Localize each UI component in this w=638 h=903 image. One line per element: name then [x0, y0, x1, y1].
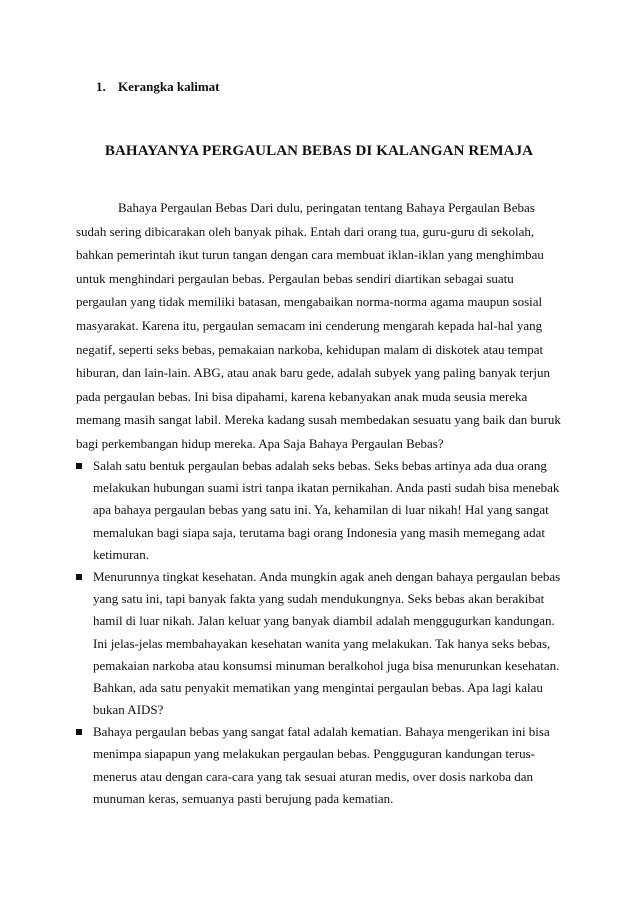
- paragraph-line: bagi perkembangan hidup mereka. Apa Saja Bahaya Pergaulan Bebas?: [76, 435, 444, 451]
- list-item-line: menimpa siapapun yang melakukan pergaulan bebas. Pengguguran kandungan terus-: [93, 746, 535, 762]
- list-item-line: ketimuran.: [93, 546, 149, 562]
- list-item: [76, 721, 556, 810]
- paragraph-line: hiburan, dan lain-lain. ABG, atau anak baru gede, adalah subyek yang paling banyak terjun: [76, 365, 550, 381]
- intro-paragraph: [76, 196, 561, 456]
- list-item-line: menerus atau dengan cara-cara yang tak sesuai aturan medis, over dosis narkoba dan: [93, 768, 534, 784]
- list-item-line: Salah satu bentuk pergaulan bebas adalah seks bebas. Seks bebas artinya ada dua orang: [93, 458, 547, 473]
- list-item-line: Menurunnya tingkat kesehatan. Anda mungkin agak aneh dengan bahaya pergaulan bebas: [93, 568, 561, 584]
- paragraph-line: memang masih sangat labil. Mereka kadang susah membedakan sesuatu yang baik dan buruk: [76, 412, 561, 428]
- list-item-line: Bahkan, ada satu penyakit mematikan yang mengintai pergaulan bebas. Apa lagi kalau: [93, 679, 543, 695]
- list-item-line: melakukan hubungan suami istri tanpa ikatan pernikahan. Anda pasti sudah bisa menebak: [93, 480, 560, 496]
- list-item: [76, 455, 560, 566]
- paragraph-line: pada pergaulan bebas. Ini bisa dipahami, karena kebanyakan anak muda seusia mereka: [76, 388, 528, 404]
- list-item-text: [93, 721, 556, 810]
- list-item: [76, 566, 561, 721]
- paragraph-line: pergaulan yang tidak memiliki batasan, mengabaikan norma-norma agama maupun sosial: [76, 294, 543, 310]
- heading-number: 1.: [96, 79, 106, 94]
- list-item-line: Bahaya pergaulan bebas yang sangat fatal adalah kematian. Bahaya mengerikan ini bisa: [93, 724, 550, 740]
- list-item-line: Ini jelas-jelas membahayakan kesehatan wanita yang melakukan. Tak hanya seks bebas,: [93, 635, 551, 651]
- bullet-list: [76, 455, 561, 810]
- bullet-square-icon: [76, 574, 82, 580]
- list-item-line: memalukan bagi siapa saja, terutama bagi orang Indonesia yang masih memegang adat: [93, 524, 545, 540]
- list-item-line: yang satu ini, tapi banyak fakta yang sudah mendukungnya. Seks bebas akan berakibat: [93, 591, 545, 607]
- list-item-line: apa bahaya pergaulan bebas yang satu ini. Ya, kehamilan di luar nikah! Hal yang sangat: [93, 502, 549, 518]
- bullet-square-icon: [76, 729, 82, 735]
- section-heading: [96, 78, 219, 96]
- paragraph-line: sudah sering dibicarakan oleh banyak pihak. Entah dari orang tua, guru-guru di sekolah,: [76, 223, 535, 239]
- bullet-square-icon: [76, 463, 82, 469]
- page-title: BAHAYANYA PERGAULAN BEBAS DI KALANGAN REMAJA: [104, 143, 534, 159]
- paragraph-line: negatif, seperti seks bebas, pemakaian narkoba, kehidupan malam di diskotek atau tempat: [76, 341, 544, 357]
- list-item-text: [93, 455, 560, 566]
- paragraph-line: masyarakat. Karena itu, pergaulan semacam ini cenderung mengarah kepada hal-hal yang: [76, 317, 543, 333]
- paragraph-line: untuk menghindari pergaulan bebas. Pergaulan bebas sendiri diartikan sebagai suatu: [76, 270, 514, 286]
- heading-text: Kerangka kalimat: [118, 79, 220, 94]
- list-item-text: [93, 566, 561, 721]
- list-item-line: pemakaian narkoba atau konsumsi minuman beralkohol juga bisa menurunkan kesehatan.: [93, 657, 560, 673]
- list-item-line: bukan AIDS?: [93, 702, 164, 718]
- list-item-line: munuman keras, semuanya pasti berujung pada kematian.: [93, 790, 394, 806]
- list-item-line: hamil di luar nikah. Jalan keluar yang banyak diambil adalah menggugurkan kandungan.: [93, 613, 555, 629]
- paragraph-line: bahkan pemerintah ikut turun tangan dengan cara membuat iklan-iklan yang menghimbau: [76, 247, 544, 263]
- paragraph-line: Bahaya Pergaulan Bebas Dari dulu, peringatan tentang Bahaya Pergaulan Bebas: [118, 200, 535, 215]
